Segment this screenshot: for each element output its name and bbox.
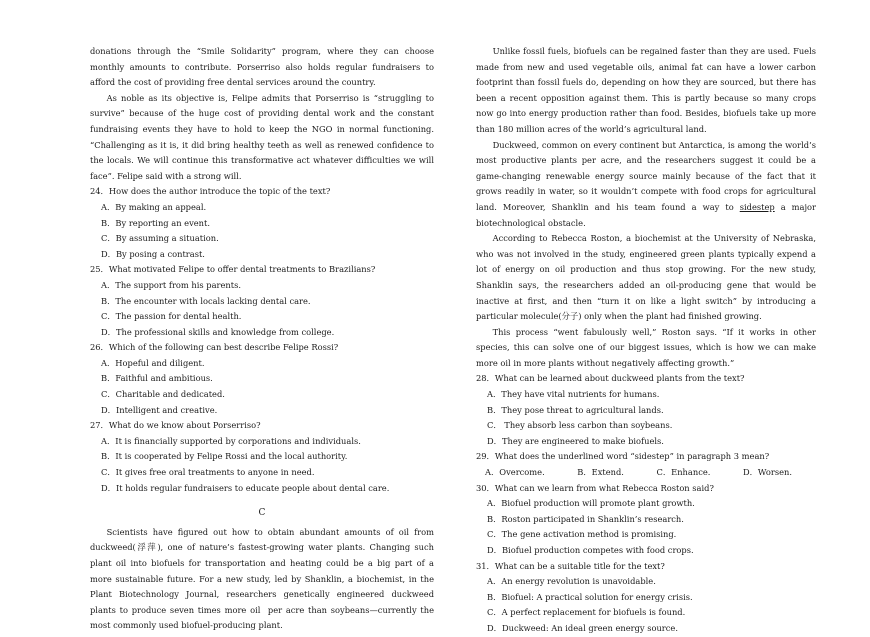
question-28 [476, 371, 816, 449]
paragraph: As noble as its objective is, Felipe admits that Porserriso is “struggling to survive” because of the huge cost of providing dental work and the constant fundraising events they have to hold to keep the NGO in normal functioning. “Challenging as it is, it did bring healthy teeth as well as renewed confidence to the locals. We will continue this transformative act whatever difficulties we will face”. Felipe said with a strong will. [90, 92, 434, 181]
option: C．It gives free oral treatments to anyone in need. [101, 467, 315, 478]
option: C．The passion for dental health. [101, 311, 242, 322]
paragraph-text: a major biotechnological obstacle. [476, 201, 817, 228]
paragraph: This process “went fabulously well,” Roston says. “If it works in other species, this can solve one of our biggest issues, which is how we can make more oil in more plants without negatively affecting growth.” [476, 326, 816, 368]
paragraph: According to Rebecca Roston, a biochemist at the University of Nebraska, who was not involved in the study, engineered green plants typically expend a lot of energy on oil production and thus stop growing. For the new study, Shanklin says, the researchers added an oil-producing gene that would be inactive at first, and then “turn it on like a light switch” by introducing a particular molecule(分子) only when the plant had finished growing. [476, 233, 816, 322]
option: B．Biofuel: A practical solution for energy crisis. [487, 591, 693, 602]
section-heading: C [258, 508, 266, 519]
option: D．Biofuel production competes with food crops. [487, 545, 694, 555]
right-column [476, 44, 816, 637]
option: B．By reporting an event. [101, 217, 210, 228]
option: D．Worsen. [742, 467, 792, 478]
option: A．Overcome. [485, 467, 545, 478]
paragraph-text: Duckweed, common on every continent but Antarctica, is among the world’s most productive plants per acre, and the researchers suggest it could be a game-changing renewable energy source mainly because of the fact that it grows readily in water, so it wouldn’t compete with food crops for agricultural land. Moreover, Shanklin and his team found a way to [476, 139, 816, 212]
question-24 [90, 184, 434, 262]
option: C．A perfect replacement for biofuels is found. [487, 607, 686, 618]
option: D．They are engineered to make biofuels. [487, 435, 664, 446]
question-25 [90, 262, 434, 340]
question-text: 25．What motivated Felipe to offer dental treatments to Brazilians? [90, 264, 376, 275]
option: A．An energy revolution is unavoidable. [487, 576, 656, 587]
option: A．By making an appeal. [101, 201, 207, 212]
question-27 [90, 418, 434, 496]
option: A．The support from his parents. [101, 279, 242, 290]
option: B．It is cooperated by Felipe Rossi and the local authority. [101, 451, 348, 462]
option: D．Intelligent and creative. [101, 404, 218, 415]
option: D．Duckweed: An ideal green energy source. [487, 622, 678, 633]
question-29 [476, 449, 816, 480]
option: C． They absorb less carbon than soybeans. [487, 420, 673, 431]
question-text: 31．What can be a suitable title for the text? [476, 560, 665, 571]
option-row [476, 465, 816, 481]
option: A．It is financially supported by corporations and individuals. [101, 435, 361, 446]
question-text: 28．What can be learned about duckweed plants from the text? [476, 373, 745, 384]
option: C．Charitable and dedicated. [101, 389, 225, 400]
question-text: 26．Which of the following can best describe Felipe Rossi? [90, 342, 339, 353]
paragraph [476, 138, 816, 232]
underlined-word: sidestep [739, 201, 775, 212]
option: B．Extend. [577, 467, 624, 478]
option: B．Faithful and ambitious. [101, 373, 213, 384]
option: A．Biofuel production will promote plant growth. [487, 498, 695, 509]
option: D．It holds regular fundraisers to educate people about dental care. [101, 482, 390, 493]
paragraph: Scientists have figured out how to obtain abundant amounts of oil from duckweed(浮萍), one of nature’s fastest-growing water plants. Changing such plant oil into biofuels for transportation and heating could be a big part of a more sustainable future. For a new study, led by Shanklin, a biochemist, in the Plant Biotechnology Journal, researchers genetically engineered duckweed plants to produce seven times more oil per acre than soybeans—currently the most commonly used biofuel-producing plant. [90, 526, 434, 631]
question-text: 24．How does the author introduce the topic of the text? [90, 186, 331, 197]
option: B．The encounter with locals lacking dental care. [101, 295, 311, 306]
question-text: 27．What do we know about Porserriso? [90, 420, 261, 431]
question-text: 30．What can we learn from what Rebecca Roston said? [476, 482, 714, 493]
question-text: 29．What does the underlined word “sidestep” in paragraph 3 mean? [476, 451, 770, 462]
paragraph: Unlike fossil fuels, biofuels can be regained faster than they are used. Fuels made from new and used vegetable oils, animal fat can have a lower carbon footprint than fossil fuels do, depending on how they are sourced, but there has been a recent opposition against them. This is partly because so many crops now go into energy production rather than food. Besides, biofuels take up more than 180 million acres of the world’s agricultural land. [476, 46, 816, 134]
question-30 [476, 481, 816, 559]
option: D．By posing a contrast. [101, 248, 205, 259]
option: A．They have vital nutrients for humans. [487, 389, 660, 400]
option: C．By assuming a situation. [101, 233, 219, 244]
option: C．The gene activation method is promising. [487, 529, 677, 540]
option: D．The professional skills and knowledge from college. [101, 326, 335, 337]
option: A．Hopeful and diligent. [101, 357, 205, 368]
option: B．They pose threat to agricultural lands. [487, 404, 664, 415]
question-31 [476, 559, 816, 637]
paragraph: donations through the “Smile Solidarity” program, where they can choose monthly amounts to contribute. Porserriso also holds regular fundraisers to afford the cost of providing free dental services around the country. [90, 46, 434, 88]
option: B．Roston participated in Shanklin’s research. [487, 513, 684, 524]
left-column [90, 44, 434, 634]
question-26 [90, 340, 434, 418]
option: C．Enhance. [656, 467, 711, 478]
